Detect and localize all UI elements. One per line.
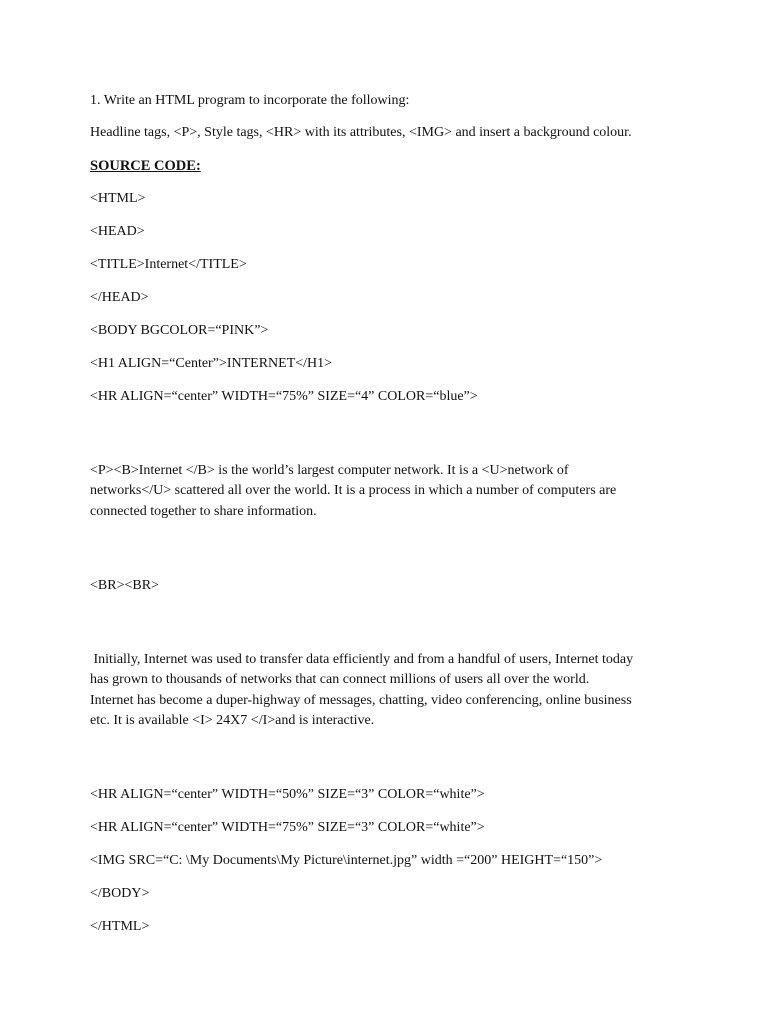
paragraph-line: Internet has become a duper-highway of messages, chatting, video conferencing, online business [90, 692, 632, 708]
code-line: </BODY> [90, 886, 150, 901]
code-line: <HR ALIGN=“center” WIDTH=“50%” SIZE=“3” COLOR=“white”> [90, 787, 485, 802]
paragraph-line: <P><B>Internet </B> is the world’s largest computer network. It is a <U>network of [90, 462, 569, 478]
paragraph-line: connected together to share information. [90, 503, 317, 519]
code-line: <HR ALIGN=“center” WIDTH=“75%” SIZE=“3” COLOR=“white”> [90, 820, 485, 835]
br-line: <BR><BR> [90, 577, 159, 593]
code-line: <IMG SRC=“C: \My Documents\My Picture\internet.jpg” width =“200” HEIGHT=“150”> [90, 853, 603, 868]
code-line: </HTML> [90, 919, 150, 934]
question-text: 1. Write an HTML program to incorporate the following: [90, 93, 410, 108]
code-line: <HEAD> [90, 223, 145, 239]
code-line: <TITLE>Internet</TITLE> [90, 256, 247, 272]
paragraph-2 [90, 609, 690, 773]
code-line: <H1 ALIGN=“Center”>INTERNET</H1> [90, 355, 333, 371]
paragraph-1 [90, 420, 690, 564]
document-body [90, 91, 690, 950]
requirements-text: Headline tags, <P>, Style tags, <HR> with its attributes, <IMG> and insert a background colour. [90, 124, 632, 140]
code-line: <HR ALIGN=“center” WIDTH=“75%” SIZE=“4” COLOR=“blue”> [90, 388, 478, 404]
paragraph-line: etc. It is available <I> 24X7 </I>and is interactive. [90, 713, 375, 728]
code-line: </HEAD> [90, 289, 149, 305]
paragraph-line: has grown to thousands of networks that can connect millions of users all over the world. [90, 672, 590, 687]
section-heading: SOURCE CODE: [90, 157, 201, 174]
code-line: <HTML> [90, 190, 146, 206]
paragraph-line: networks</U> scattered all over the world. It is a process in which a number of computers are [90, 483, 617, 498]
code-line: <BODY BGCOLOR=“PINK”> [90, 322, 269, 338]
paragraph-line: Initially, Internet was used to transfer data efficiently and from a handful of users, Internet today [90, 651, 634, 667]
